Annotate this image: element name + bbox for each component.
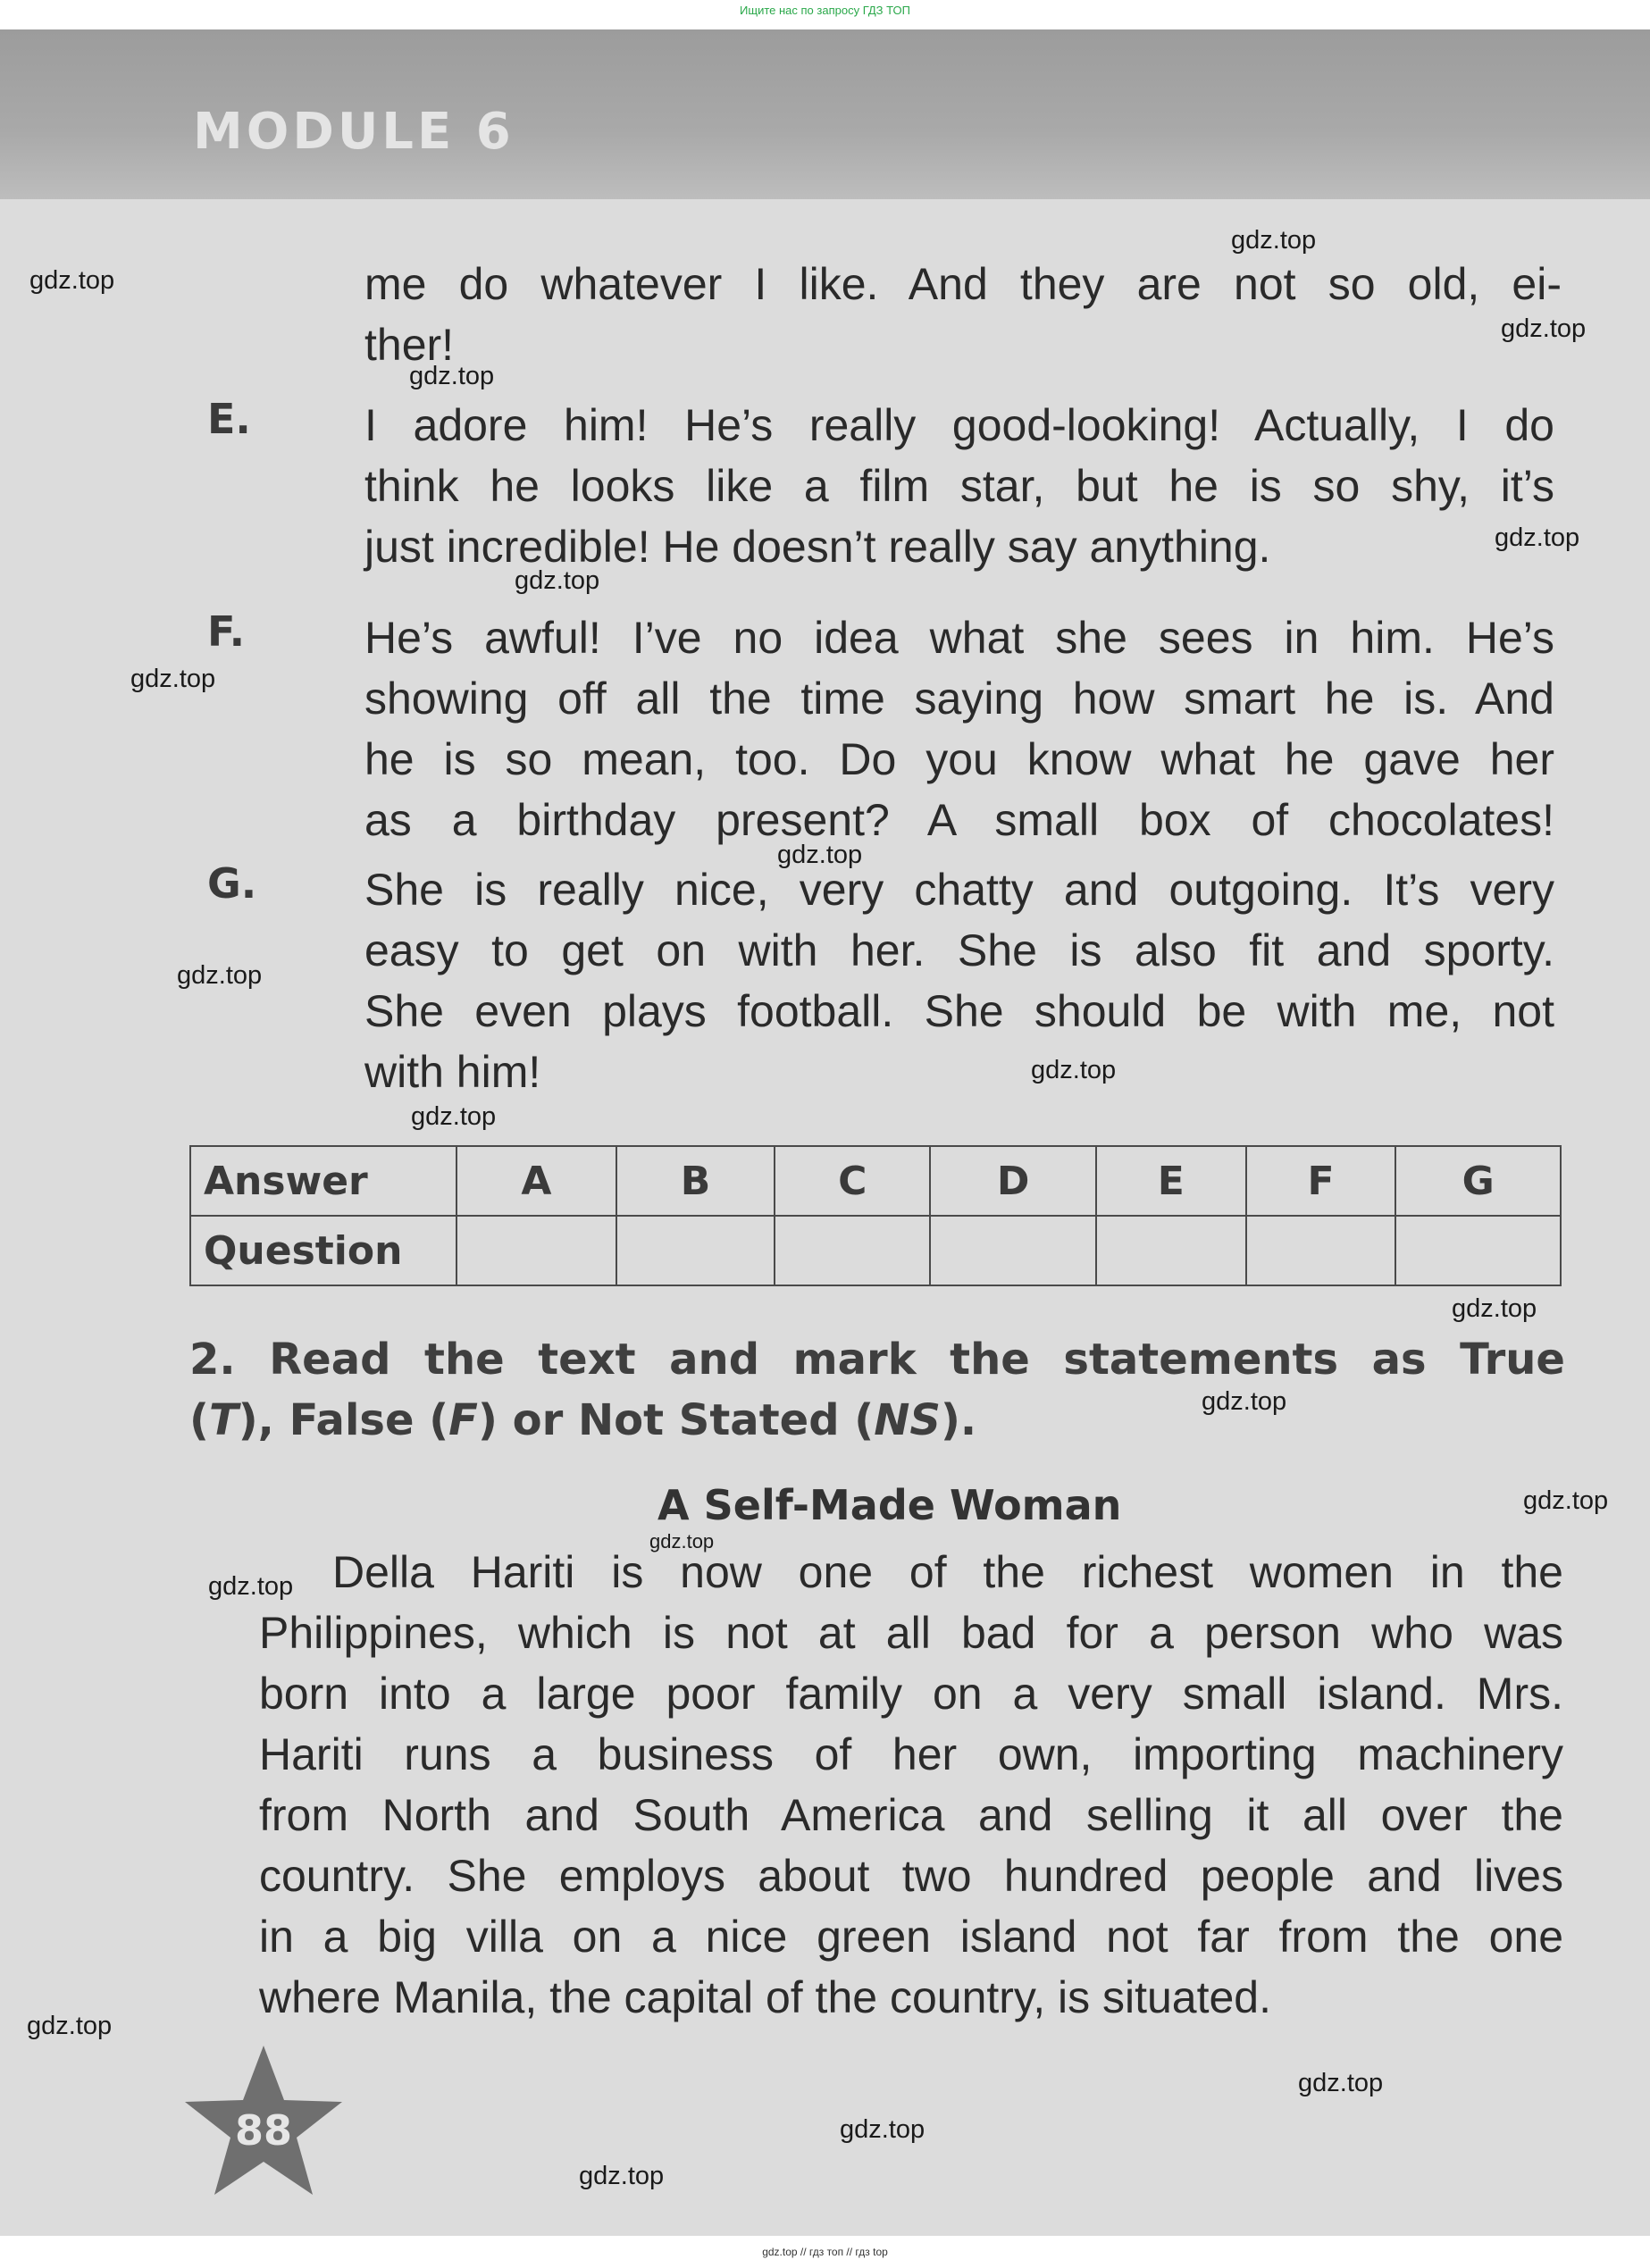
watermark: gdz.top	[1523, 1486, 1609, 1515]
story-line: in a big villa on a nice green island not far from the one	[259, 1912, 1563, 1962]
story-line: Philippines, which is not at all bad for a person who was	[259, 1608, 1563, 1658]
watermark: gdz.top	[649, 1530, 715, 1552]
story-line: country. She employs about two hundred people and lives	[259, 1851, 1563, 1901]
story-line: Della Hariti is now one of the richest women in the	[332, 1547, 1563, 1597]
watermark: gdz.top	[515, 566, 600, 595]
paragraph-f	[364, 607, 1554, 850]
answer-column-d: D	[930, 1146, 1096, 1216]
watermark: gdz.top	[1298, 2069, 1384, 2097]
task-number: 2.	[189, 1335, 236, 1385]
watermark: gdz.top	[130, 665, 216, 693]
task-text-4: ).	[940, 1395, 977, 1445]
watermark: gdz.top	[1495, 523, 1580, 552]
story-title: A Self-Made Woman	[657, 1481, 1122, 1529]
paragraph-label-f: F.	[207, 607, 246, 656]
watermark: gdz.top	[177, 961, 263, 990]
question-row	[190, 1216, 1561, 1285]
paragraph-label-e: E.	[207, 395, 251, 443]
task-line-1	[189, 1329, 1565, 1390]
task-text-3: ) or Not Stated (	[477, 1395, 875, 1445]
paragraph-line: She is really nice, very chatty and outgoing. It’s very	[364, 865, 1554, 915]
paragraph-line: think he looks like a film star, but he is so shy, it’s	[364, 461, 1554, 511]
story-text	[259, 1542, 1563, 2028]
story-line: where Manila, the capital of the country, is situated.	[259, 1972, 1272, 2022]
watermark: gdz.top	[409, 362, 495, 390]
question-cell-c[interactable]	[775, 1216, 930, 1285]
story-line: from North and South America and selling it all over the	[259, 1790, 1563, 1840]
task-text-2: ), False (	[238, 1395, 449, 1445]
task-not-stated-abbr: NS	[874, 1395, 941, 1445]
continuation-line: me do whatever I like. And they are not so old, ei-	[364, 259, 1562, 309]
paragraph-line: easy to get on with her. She is also fit and sporty.	[364, 925, 1554, 975]
page-number: 88	[234, 2106, 293, 2155]
answer-column-e: E	[1096, 1146, 1246, 1216]
paragraph-label-g: G.	[207, 859, 257, 908]
paragraph-line: I adore him! He’s really good-looking! Actually, I do	[364, 400, 1554, 450]
question-cell-e[interactable]	[1096, 1216, 1246, 1285]
answer-column-f: F	[1246, 1146, 1396, 1216]
story-line: Hariti runs a business of her own, importing machinery	[259, 1729, 1563, 1779]
question-cell-f[interactable]	[1246, 1216, 1396, 1285]
watermark: gdz.top	[840, 2115, 926, 2144]
paragraph-line: He’s awful! I’ve no idea what she sees in him. He’s	[364, 613, 1554, 663]
watermark: gdz.top	[1452, 1294, 1537, 1323]
question-cell-b[interactable]	[616, 1216, 775, 1285]
watermark: gdz.top	[777, 841, 863, 869]
story-line: born into a large poor family on a very small island. Mrs.	[259, 1669, 1563, 1719]
paragraph-g	[364, 859, 1554, 1102]
watermark: gdz.top	[27, 2012, 113, 2040]
answer-row-label: Answer	[190, 1146, 456, 1216]
paragraph-e	[364, 395, 1554, 577]
page-number-star-icon	[179, 2041, 348, 2211]
watermark: gdz.top	[411, 1102, 497, 1131]
answer-row	[190, 1146, 1561, 1216]
module-title: MODULE 6	[193, 103, 515, 161]
watermark: gdz.top	[208, 1572, 294, 1601]
watermark: gdz.top	[29, 266, 115, 295]
answer-column-g: G	[1395, 1146, 1561, 1216]
task-false-abbr: F	[448, 1395, 478, 1445]
watermark: gdz.top	[1202, 1387, 1287, 1416]
paragraph-line: showing off all the time saying how smart he is. And	[364, 674, 1554, 724]
watermark: gdz.top	[1031, 1056, 1117, 1084]
paragraph-line: She even plays football. She should be with me, not	[364, 986, 1554, 1036]
task-line-2: (T), False (F) or Not Stated (NS).	[189, 1395, 977, 1445]
continuation-paragraph	[364, 254, 1562, 375]
answer-table	[189, 1145, 1562, 1286]
question-cell-a[interactable]	[456, 1216, 616, 1285]
answer-column-a: A	[456, 1146, 616, 1216]
top-search-note: Ищите нас по запросу ГДЗ ТОП	[740, 4, 910, 17]
question-row-label: Question	[190, 1216, 456, 1285]
continuation-line: ther!	[364, 320, 455, 370]
watermark: gdz.top	[1231, 226, 1317, 255]
question-cell-d[interactable]	[930, 1216, 1096, 1285]
task-2-instruction	[189, 1329, 1565, 1451]
paragraph-line: just incredible! He doesn’t really say anything.	[364, 522, 1271, 572]
watermark: gdz.top	[579, 2162, 665, 2190]
paragraph-line: with him!	[364, 1047, 541, 1097]
answer-column-c: C	[775, 1146, 930, 1216]
watermark: gdz.top	[1501, 314, 1587, 343]
answer-column-b: B	[616, 1146, 775, 1216]
paragraph-line: he is so mean, too. Do you know what he gave her	[364, 734, 1554, 784]
task-true-abbr: T	[208, 1395, 239, 1445]
bottom-note: gdz.top // гдз топ // гдз top	[762, 2246, 888, 2258]
paragraph-line: as a birthday present? A small box of chocolates!	[364, 795, 1554, 845]
task-text-1: Read the text and mark the statements as True	[269, 1335, 1565, 1385]
question-cell-g[interactable]	[1395, 1216, 1561, 1285]
